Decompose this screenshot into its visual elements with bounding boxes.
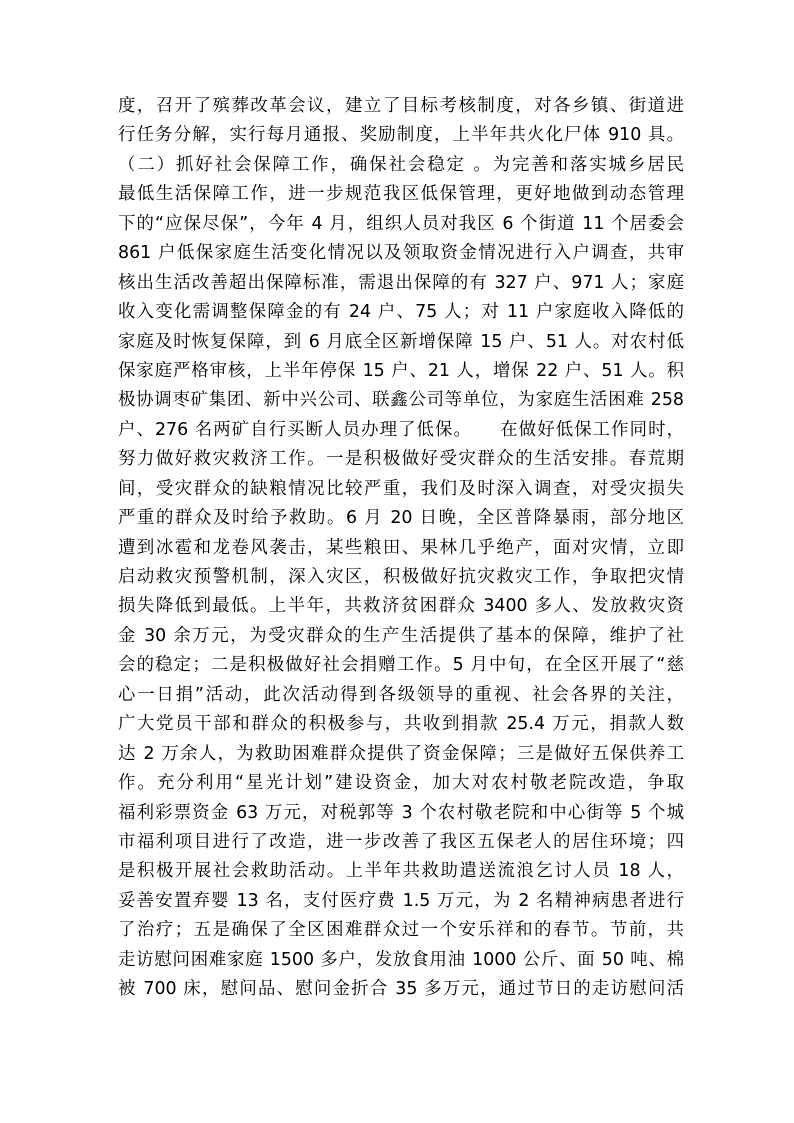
- text-line: 严重的群众及时给予救助。6 月 20 日晚，全区普降暴雨，部分地区: [118, 508, 684, 529]
- text-line: 极协调枣矿集团、新中兴公司、联鑫公司等单位，为家庭生活困难 258: [118, 390, 684, 411]
- text-line: 努力做好救灾救济工作。一是积极做好受灾群众的生活安排。春荒期: [118, 449, 684, 470]
- text-line: （二）抓好社会保障工作，确保社会稳定 。为完善和落实城乡居民: [118, 154, 684, 175]
- text-line: 度，召开了殡葬改革会议，建立了目标考核制度，对各乡镇、街道进: [118, 96, 684, 116]
- text-line: 间，受灾群众的缺粮情况比较严重，我们及时深入调查，对受灾损失: [118, 478, 684, 499]
- text-line: 心一日捐”活动，此次活动得到各级领导的重视、社会各界的关注，: [118, 684, 684, 705]
- text-line: 走访慰问困难家庭 1500 多户，发放食用油 1000 公斤、面 50 吨、棉: [118, 949, 684, 970]
- text-line: 妥善安置弃婴 13 名，支付医疗费 1.5 万元，为 2 名精神病患者进行: [118, 890, 684, 911]
- text-line: 最低生活保障工作，进一步规范我区低保管理，更好地做到动态管理: [118, 184, 684, 205]
- text-line: 遭到冰雹和龙卷风袭击，某些粮田、果林几乎绝产，面对灾情，立即: [118, 537, 684, 558]
- text-line: 户、276 名两矿自行买断人员办理了低保。 在做好低保工作同时，: [118, 419, 684, 440]
- text-line: 保家庭严格审核，上半年停保 15 户、21 人，增保 22 户、51 人。积: [118, 360, 684, 381]
- text-line: 损失降低到最低。上半年，共救济贫困群众 3400 多人、发放救灾资: [118, 596, 684, 617]
- text-line: 会的稳定；二是积极做好社会捐赠工作。5 月中旬，在全区开展了“慈: [118, 655, 684, 676]
- text-line: 作。充分利用“星光计划”建设资金，加大对农村敬老院改造，争取: [118, 773, 684, 794]
- text-line: 福利彩票资金 63 万元，对税郭等 3 个农村敬老院和中心街等 5 个城: [118, 802, 684, 823]
- text-line: 广大党员干部和群众的积极参与，共收到捐款 25.4 万元，捐款人数: [118, 714, 684, 735]
- text-line: 核出生活改善超出保障标准，需退出保障的有 327 户、971 人；家庭: [118, 272, 684, 293]
- text-line: 下的“应保尽保”，今年 4 月，组织人员对我区 6 个街道 11 个居委会: [118, 213, 684, 234]
- text-line: 金 30 余万元，为受灾群众的生产生活提供了基本的保障，维护了社: [118, 625, 684, 646]
- text-line: 市福利项目进行了改造，进一步改善了我区五保老人的居住环境；四: [118, 831, 684, 852]
- body-text: [118, 92, 684, 1005]
- text-line: 达 2 万余人，为救助困难群众提供了资金保障；三是做好五保供养工: [118, 743, 684, 764]
- text-line: 了治疗；五是确保了全区困难群众过一个安乐祥和的春节。节前，共: [118, 920, 684, 941]
- text-line: 家庭及时恢复保障，到 6 月底全区新增保障 15 户、51 人。对农村低: [118, 331, 684, 352]
- text-line: 收入变化需调整保障金的有 24 户、75 人；对 11 户家庭收入降低的: [118, 302, 684, 323]
- text-line: 启动救灾预警机制，深入灾区，积极做好抗灾救灾工作，争取把灾情: [118, 567, 684, 587]
- text-line: 是积极开展社会救助活动。上半年共救助遣送流浪乞讨人员 18 人，: [118, 861, 684, 882]
- text-line: 861 户低保家庭生活变化情况以及领取资金情况进行入户调查，共审: [118, 243, 684, 264]
- text-line: 行任务分解，实行每月通报、奖励制度，上半年共火化尸体 910 具。: [118, 125, 684, 146]
- text-line: 被 700 床，慰问品、慰问金折合 35 多万元，通过节日的走访慰问活: [118, 979, 684, 1000]
